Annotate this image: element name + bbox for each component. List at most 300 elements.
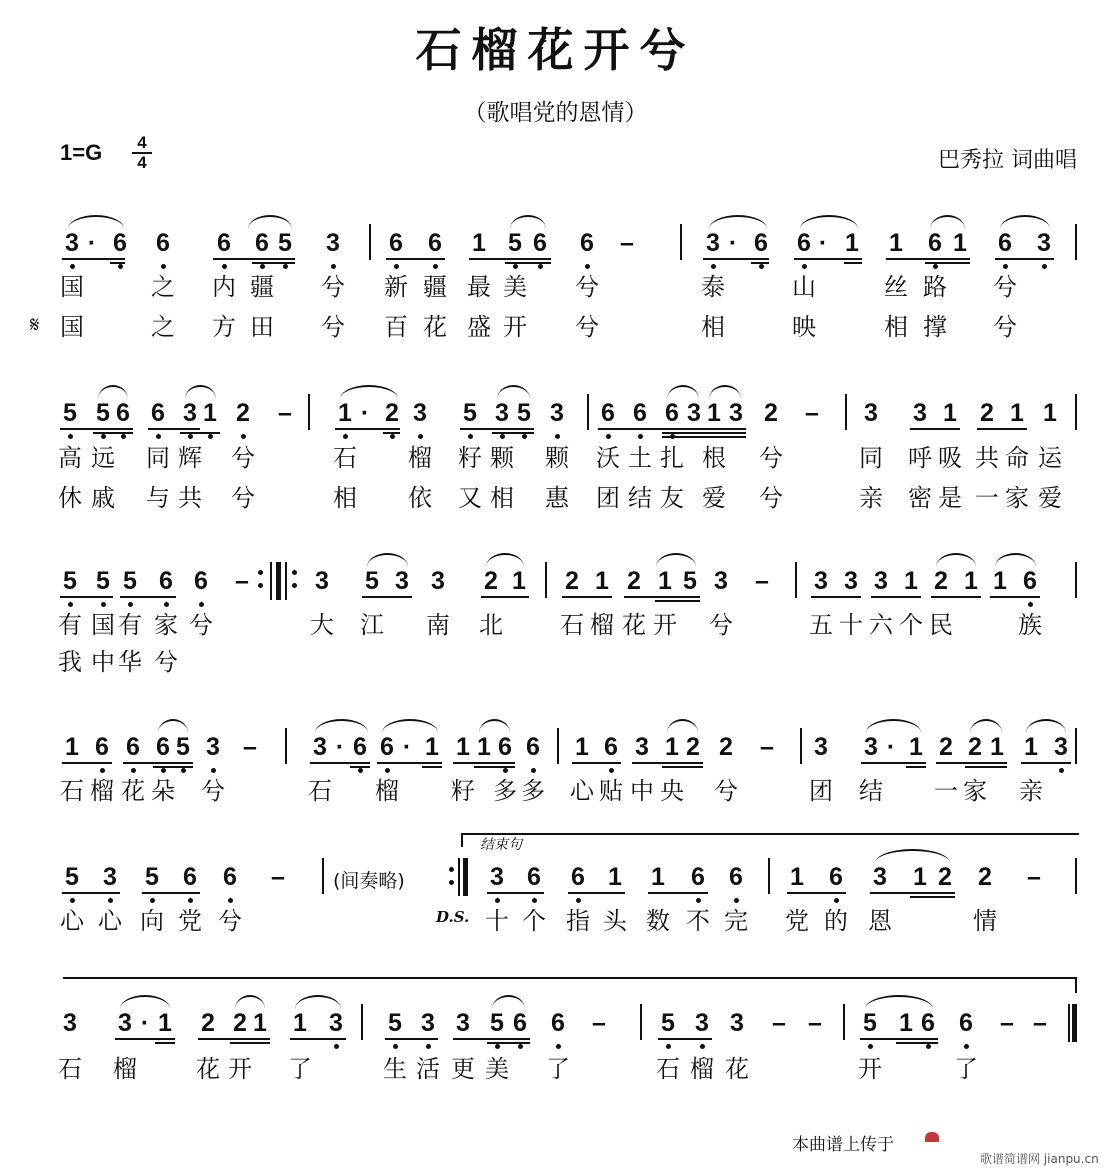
underline-beam: [655, 600, 700, 602]
underline-beam: [335, 428, 400, 430]
repeat-dot: [292, 583, 297, 588]
note: 3: [874, 567, 888, 595]
lyric: 同: [146, 444, 170, 472]
barline: [369, 224, 371, 260]
lyric: 爱: [1038, 484, 1062, 512]
lyric: 石: [58, 1055, 82, 1083]
lyric: 完: [724, 907, 748, 935]
lyric: 运: [1038, 444, 1062, 472]
ds-marker: D.S.: [436, 908, 470, 926]
underline-beam: [62, 762, 112, 764]
barline: [845, 394, 847, 430]
lyric: 友: [660, 484, 684, 512]
lyric: 国: [91, 611, 115, 639]
barline: [795, 562, 797, 598]
note: 2: [934, 567, 948, 595]
song-title: 石榴花开兮: [415, 23, 696, 77]
note: 2: [980, 399, 994, 427]
note: 5: [508, 229, 522, 257]
low-octave-dot: [161, 768, 166, 773]
dash: –: [1000, 1009, 1014, 1037]
low-octave-dot: [666, 1044, 671, 1049]
lyric: 五: [809, 611, 833, 639]
low-octave-dot: [188, 434, 193, 439]
lyric: 花: [622, 611, 646, 639]
note: 5: [517, 399, 531, 427]
barline: [1075, 224, 1077, 260]
note: 3: [729, 399, 743, 427]
note: 2: [385, 399, 399, 427]
note: 6: [526, 733, 540, 761]
lyric: 团: [809, 777, 833, 805]
lyric: 根: [702, 444, 726, 472]
time-signature: [132, 134, 152, 172]
underline-beam: [155, 1042, 175, 1044]
dash: –: [755, 567, 769, 595]
low-octave-dot: [933, 264, 938, 269]
note: 6: [921, 1009, 935, 1037]
note: 1: [913, 863, 927, 891]
low-octave-dot: [759, 264, 764, 269]
lyric: 中: [91, 648, 115, 676]
lyric: 心: [60, 907, 84, 935]
underline-beam: [148, 428, 200, 430]
lyric: 朵: [151, 777, 175, 805]
underline-beam: [886, 258, 970, 260]
lyric: 相: [884, 313, 908, 341]
barline: [680, 224, 682, 260]
underline-beam: [751, 262, 769, 264]
low-octave-dot: [68, 434, 73, 439]
dash: –: [760, 733, 774, 761]
low-octave-dot: [426, 1044, 431, 1049]
slur: [295, 995, 341, 1009]
aug-dot: ·: [728, 229, 738, 257]
lyric: 开: [503, 313, 527, 341]
slur: [970, 719, 1002, 733]
underline-beam: [990, 596, 1040, 598]
lyric: 向: [140, 907, 164, 935]
lyric: 兮: [321, 273, 345, 301]
low-octave-dot: [150, 898, 155, 903]
lyric: 大: [310, 611, 334, 639]
note: 5: [365, 567, 379, 595]
note: 3: [206, 733, 220, 761]
time-numerator: 4: [132, 134, 152, 154]
note: 3: [635, 733, 649, 761]
note: 6: [633, 399, 647, 427]
note: 3: [687, 399, 701, 427]
repeat-dot: [449, 880, 454, 885]
note: 2: [978, 863, 992, 891]
lyric: 十: [839, 611, 863, 639]
note: 1: [456, 733, 470, 761]
underline-beam: [60, 596, 113, 598]
note: 6: [159, 567, 173, 595]
lyric: 兮: [993, 273, 1017, 301]
note: 1: [472, 229, 486, 257]
slur: [995, 553, 1036, 567]
note: 1: [953, 229, 967, 257]
lyric: 兮: [189, 611, 213, 639]
note: 2: [764, 399, 778, 427]
lyric: 田: [250, 313, 274, 341]
low-octave-dot: [164, 602, 169, 607]
low-octave-dot: [926, 1044, 931, 1049]
note: 6: [829, 863, 843, 891]
dash: –: [772, 1009, 786, 1037]
low-octave-dot: [700, 1044, 705, 1049]
lyric: 美: [485, 1055, 509, 1083]
note: 1: [608, 863, 622, 891]
dash: –: [592, 1009, 606, 1037]
note: 6: [729, 863, 743, 891]
lyric: 心: [570, 777, 594, 805]
note: 1: [1010, 399, 1024, 427]
underline-beam: [598, 428, 746, 430]
slur: [930, 215, 965, 229]
lyric: 开: [228, 1055, 252, 1083]
note: 1: [575, 733, 589, 761]
watermark: 歌谱简谱网 jianpu.cn: [980, 1152, 1099, 1166]
note: 5: [176, 733, 190, 761]
note: 1: [889, 229, 903, 257]
note: 3: [695, 1009, 709, 1037]
note: 5: [96, 399, 110, 427]
low-octave-dot: [385, 768, 390, 773]
lyric: 兮: [759, 484, 783, 512]
note: 3: [844, 567, 858, 595]
underline-beam: [377, 762, 442, 764]
barline: [1075, 394, 1077, 430]
low-octave-dot: [358, 768, 363, 773]
low-octave-dot: [222, 264, 227, 269]
note: 6: [928, 229, 942, 257]
lyric: 花: [121, 777, 145, 805]
note: 1: [990, 733, 1004, 761]
low-octave-dot: [199, 602, 204, 607]
note: 6: [533, 229, 547, 257]
lyric: 同: [859, 444, 883, 472]
slur: [340, 385, 398, 399]
low-octave-dot: [538, 264, 543, 269]
underline-beam: [662, 436, 746, 438]
low-octave-dot: [161, 264, 166, 269]
lyric: 党: [178, 907, 202, 935]
underline-beam: [62, 892, 120, 894]
note: 6: [389, 229, 403, 257]
note: 3: [118, 1009, 132, 1037]
lyric: 兮: [201, 777, 225, 805]
slur: [1000, 215, 1050, 229]
lyric: 命: [1005, 444, 1029, 472]
note: 3: [313, 733, 327, 761]
note: 2: [938, 863, 952, 891]
underline-beam: [469, 258, 551, 260]
lyric: 兮: [321, 313, 345, 341]
lyric: 恩: [868, 907, 892, 935]
underline-beam: [936, 762, 1007, 764]
underline-beam: [180, 432, 220, 434]
note: 5: [63, 567, 77, 595]
lyric: 了: [954, 1055, 978, 1083]
underline-beam: [662, 432, 746, 434]
low-octave-dot: [495, 898, 500, 903]
low-octave-dot: [118, 264, 123, 269]
lyric: 花: [725, 1055, 749, 1083]
underline-beam: [153, 766, 193, 768]
note: 1: [845, 229, 859, 257]
note: 1: [477, 733, 491, 761]
underline-beam: [658, 1038, 712, 1040]
low-octave-dot: [208, 434, 213, 439]
lyric: 个: [899, 611, 923, 639]
ending-bracket: [461, 833, 1079, 847]
lyric: 榴: [690, 1055, 714, 1083]
note: 5: [683, 567, 697, 595]
lyric: 有: [118, 611, 142, 639]
underline-beam: [624, 596, 700, 598]
lyric: 了: [546, 1055, 570, 1083]
lyric: 石: [308, 777, 332, 805]
note: 3: [864, 399, 878, 427]
note: 5: [145, 863, 159, 891]
low-octave-dot: [100, 768, 105, 773]
low-octave-dot: [513, 264, 518, 269]
note: 2: [236, 399, 250, 427]
site-logo-icon: [925, 1132, 939, 1142]
lyric: 盛: [467, 313, 491, 341]
underline-beam: [290, 1038, 346, 1040]
lyric: 最: [467, 273, 491, 301]
note: 6: [126, 733, 140, 761]
ending-label: 结束句: [480, 837, 522, 853]
note: 1: [253, 1009, 267, 1037]
lyric: 南: [426, 611, 450, 639]
note: 5: [388, 1009, 402, 1037]
lyric: 北: [479, 611, 503, 639]
slur: [497, 385, 530, 399]
lyric: 更: [451, 1055, 475, 1083]
low-octave-dot: [556, 1044, 561, 1049]
lyric: 央: [660, 777, 684, 805]
note: 6: [217, 229, 231, 257]
key-signature: 1=G: [60, 140, 103, 165]
note: 6: [151, 399, 165, 427]
lyric: 疆: [250, 273, 274, 301]
low-octave-dot: [964, 1044, 969, 1049]
underline-beam: [906, 766, 926, 768]
note: 1: [904, 567, 918, 595]
slur: [486, 553, 524, 567]
low-octave-dot: [156, 434, 161, 439]
underline-beam: [487, 892, 544, 894]
barline: [361, 1004, 363, 1040]
underline-beam: [474, 766, 515, 768]
note: 6: [95, 733, 109, 761]
lyric: 榴: [90, 777, 114, 805]
time-denominator: 4: [137, 153, 147, 172]
note: 5: [661, 1009, 675, 1037]
lyric: 贴: [599, 777, 623, 805]
note: 6: [513, 1009, 527, 1037]
underline-beam: [230, 1042, 270, 1044]
note: 6: [353, 733, 367, 761]
underline-beam: [562, 596, 612, 598]
end-repeat-thin: [458, 858, 460, 896]
underline-beam: [632, 762, 703, 764]
low-octave-dot: [518, 1044, 523, 1049]
final-barline-thin: [1068, 1004, 1070, 1042]
repeat-dot: [258, 570, 263, 575]
note: 6: [156, 229, 170, 257]
note: 3: [315, 567, 329, 595]
lyric: 榴: [590, 611, 614, 639]
note: 5: [63, 399, 77, 427]
low-octave-dot: [418, 434, 423, 439]
note: 1: [658, 567, 672, 595]
low-octave-dot: [68, 602, 73, 607]
slur: [936, 553, 976, 567]
underline-beam: [120, 596, 176, 598]
note: 6: [116, 399, 130, 427]
lyric: 六: [869, 611, 893, 639]
barline: [640, 1004, 642, 1040]
lyric: 民: [929, 611, 953, 639]
note: 3: [495, 399, 509, 427]
underline-beam: [861, 762, 926, 764]
underline-beam: [60, 428, 133, 430]
aug-dot: ·: [886, 733, 896, 761]
note: 3: [1054, 733, 1068, 761]
note: 6: [1023, 567, 1037, 595]
lyric: 兮: [218, 907, 242, 935]
lyric: 美: [503, 273, 527, 301]
note: 1: [665, 733, 679, 761]
low-octave-dot: [609, 768, 614, 773]
underline-beam: [487, 1042, 530, 1044]
lyric: 兮: [759, 444, 783, 472]
lyric: 中: [630, 777, 654, 805]
lyric: 辉: [178, 444, 202, 472]
underline-beam: [422, 766, 442, 768]
note: 2: [565, 567, 579, 595]
lyric: 百: [384, 313, 408, 341]
aug-dot: ·: [402, 733, 412, 761]
low-octave-dot: [834, 898, 839, 903]
aug-dot: ·: [140, 1009, 150, 1037]
note: 1: [651, 863, 665, 891]
note: 3: [814, 733, 828, 761]
low-octave-dot: [393, 1044, 398, 1049]
low-octave-dot: [532, 898, 537, 903]
underline-beam: [350, 766, 370, 768]
lyric: 兮: [714, 777, 738, 805]
low-octave-dot: [343, 434, 348, 439]
lyric: 疆: [423, 273, 447, 301]
low-octave-dot: [1042, 264, 1047, 269]
lyric: 山: [792, 273, 816, 301]
underline-beam: [787, 892, 846, 894]
low-octave-dot: [868, 1044, 873, 1049]
lyric: 亲: [859, 484, 883, 512]
lyric: 华: [118, 648, 142, 676]
slur: [510, 215, 546, 229]
dash: –: [805, 399, 819, 427]
lyric: 石: [560, 611, 584, 639]
underline-beam: [362, 596, 412, 598]
repeat-dot: [258, 583, 263, 588]
underline-beam: [811, 596, 861, 598]
note: 6: [665, 399, 679, 427]
note: 3: [329, 1009, 343, 1037]
credits: 巴秀拉 词曲唱: [938, 148, 1077, 173]
underline-beam: [568, 892, 625, 894]
dash: –: [271, 863, 285, 891]
underline-beam: [453, 1038, 530, 1040]
lyric: 兮: [993, 313, 1017, 341]
low-octave-dot: [283, 264, 288, 269]
underline-beam: [386, 258, 445, 260]
lyric: 榴: [375, 777, 399, 805]
lyric: 撑: [923, 313, 947, 341]
underline-beam: [481, 596, 529, 598]
double-barline-thick: [276, 562, 281, 600]
note: 3: [63, 1009, 77, 1037]
lyric: 江: [360, 611, 384, 639]
note: 5: [96, 567, 110, 595]
lyric: 爱: [702, 484, 726, 512]
note: 6: [194, 567, 208, 595]
note: 6: [183, 863, 197, 891]
low-octave-dot: [390, 434, 395, 439]
lyric: 石: [60, 777, 84, 805]
lyric: 石: [333, 444, 357, 472]
note: 3: [421, 1009, 435, 1037]
low-octave-dot: [696, 898, 701, 903]
low-octave-dot: [468, 434, 473, 439]
underline-beam: [453, 762, 515, 764]
slur: [865, 995, 933, 1009]
lyric: 吸: [938, 444, 962, 472]
note: 1: [909, 733, 923, 761]
note: 1: [158, 1009, 172, 1037]
note: 1: [943, 399, 957, 427]
underline-beam: [870, 892, 955, 894]
underline-beam: [123, 762, 193, 764]
lyric: 了: [288, 1055, 312, 1083]
slur: [656, 553, 696, 567]
note: 3: [183, 399, 197, 427]
slur: [492, 995, 525, 1009]
note: 5: [65, 863, 79, 891]
underline-beam: [142, 892, 200, 894]
underline-beam: [844, 262, 862, 264]
dash: –: [620, 229, 634, 257]
lyric: 惠: [545, 484, 569, 512]
underline-beam: [703, 258, 769, 260]
low-octave-dot: [211, 768, 216, 773]
lyric: 结: [859, 777, 883, 805]
note: 1: [899, 1009, 913, 1037]
note: 3: [714, 567, 728, 595]
note: 6: [223, 863, 237, 891]
underline-beam: [385, 1038, 438, 1040]
underline-beam: [213, 258, 295, 260]
lyric: 远: [91, 444, 115, 472]
lyric: 方: [212, 313, 236, 341]
low-octave-dot: [433, 264, 438, 269]
